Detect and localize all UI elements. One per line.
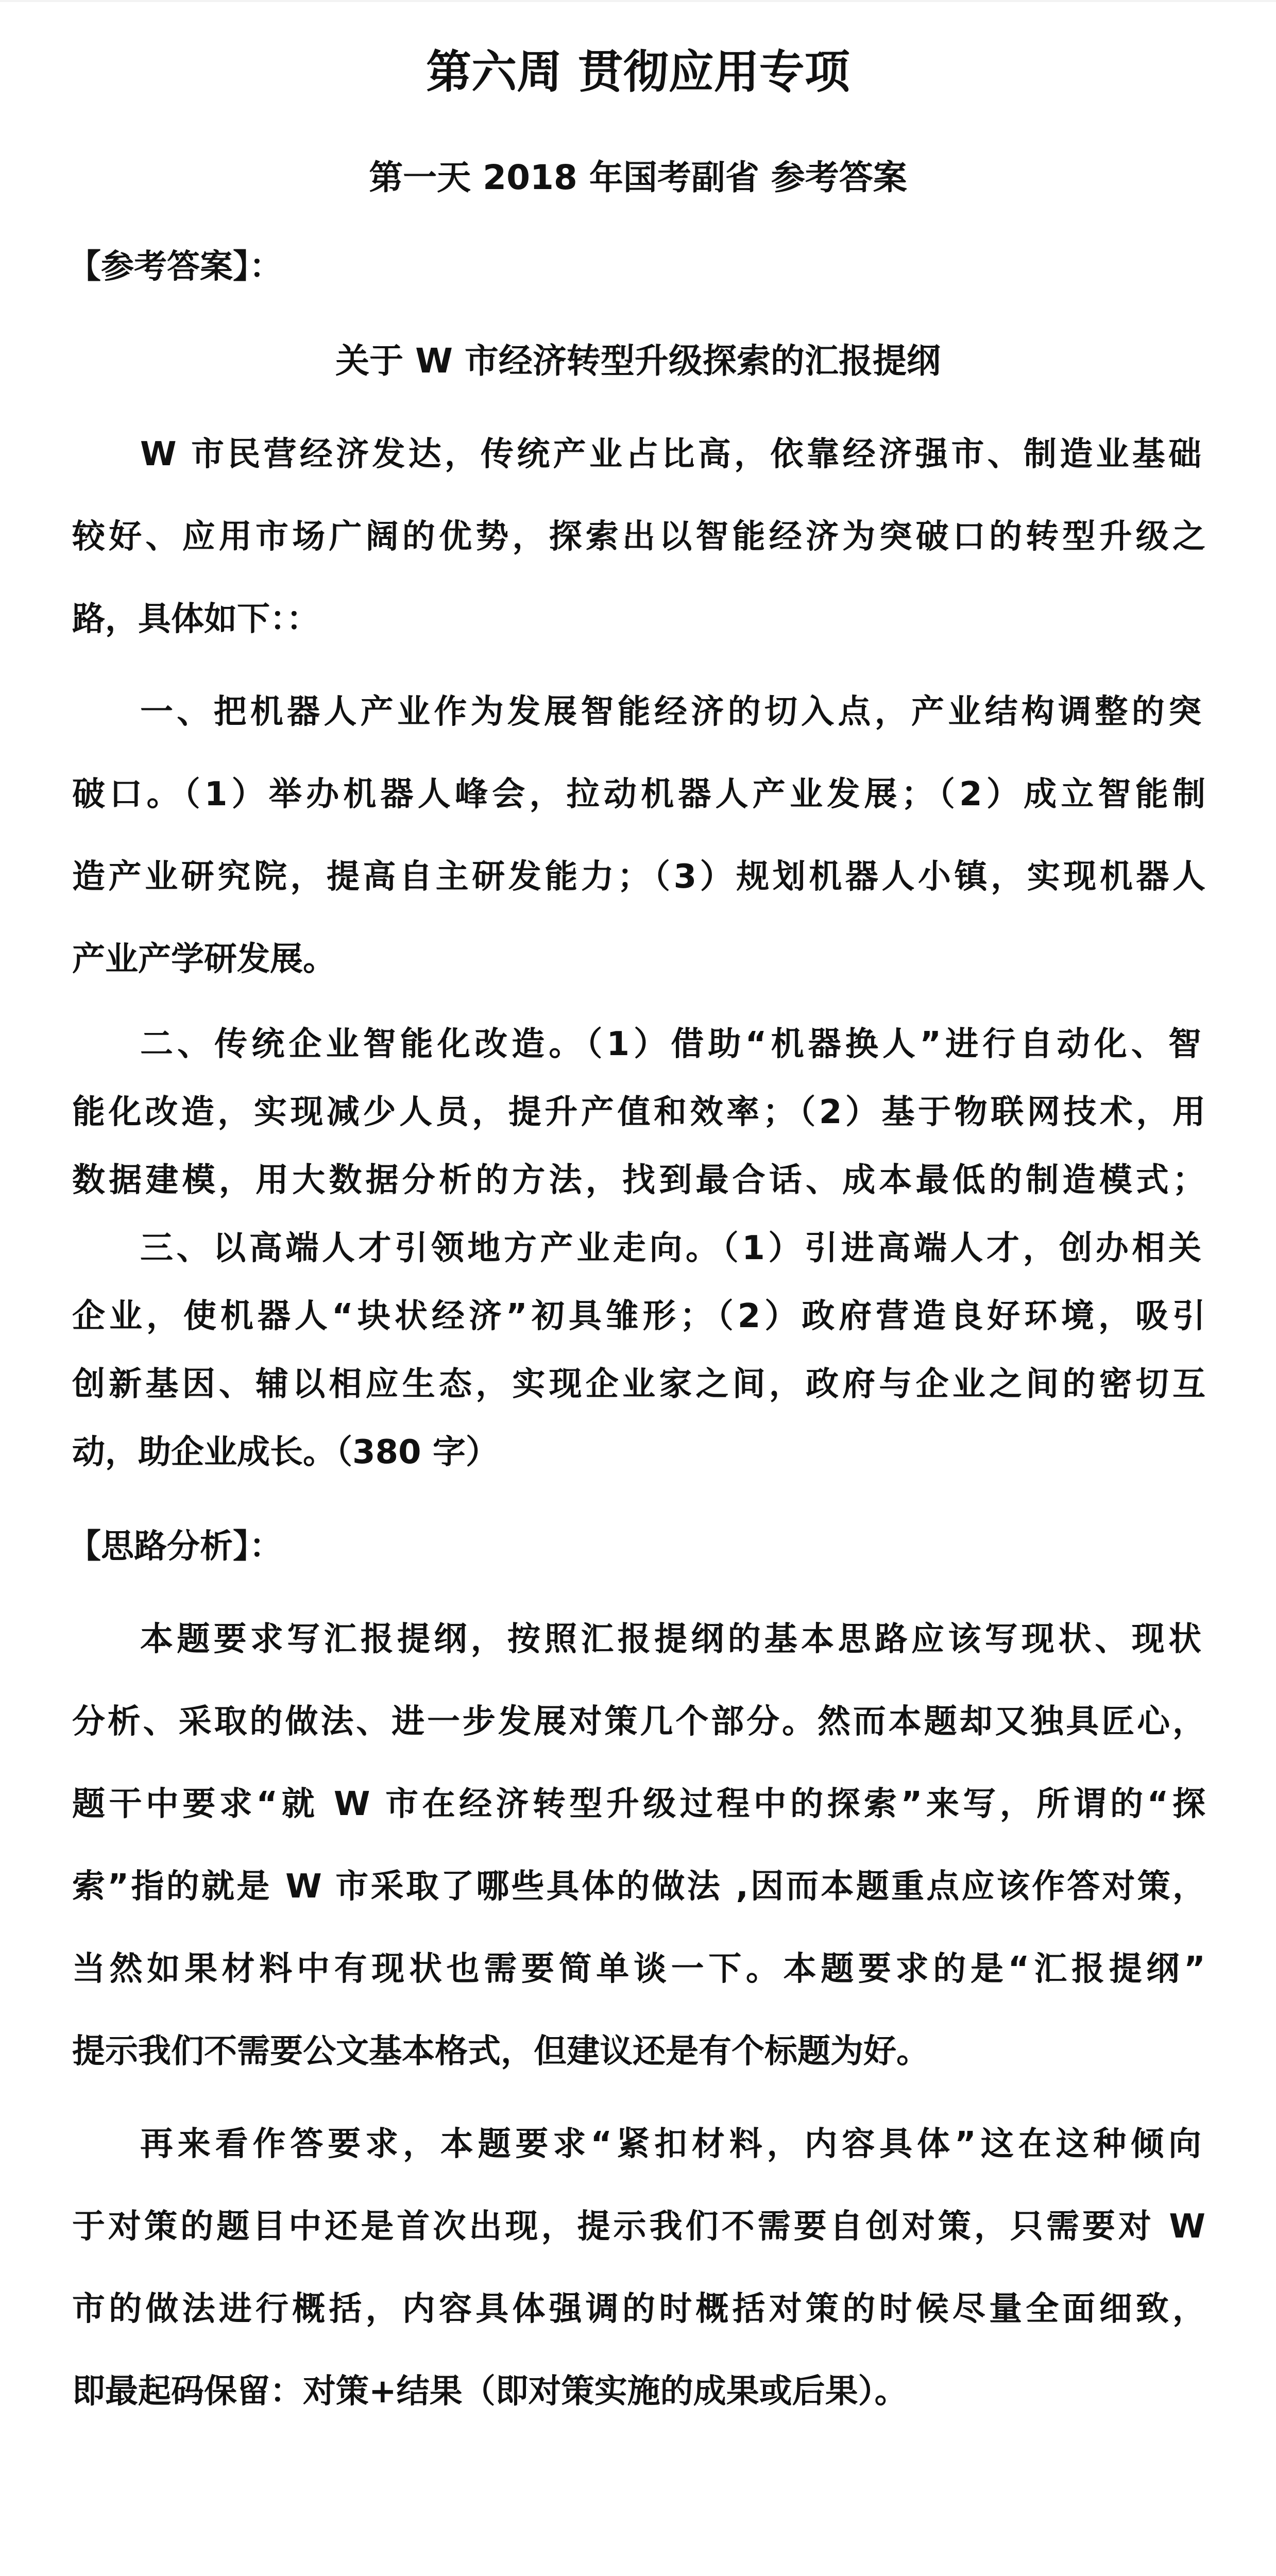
point1-line-2: 破口。（1）举办机器人峰会，拉动机器人产业发展；（2）成立智能制 (72, 775, 1205, 814)
analysis-para1-line-5: 当然如果材料中有现状也需要简单谈一下。本题要求的是“汇报提纲” (72, 1950, 1205, 1988)
intro-line-1: W 市民营经济发达，传统产业占比高，依靠经济强市、制造业基础 (140, 435, 1201, 473)
point2-line-2: 能化改造，实现减少人员，提升产值和效率；（2）基于物联网技术，用 (72, 1093, 1205, 1131)
point3-line-2: 企业，使机器人“块状经济”初具雏形；（2）政府营造良好环境，吸引 (72, 1297, 1205, 1335)
point1-line-4: 产业产学研发展。 (72, 940, 336, 978)
analysis-para1-line-4: 索”指的就是 W 市采取了哪些具体的做法 ,因而本题重点应该作答对策， (72, 1868, 1205, 1906)
analysis-para1-line-2: 分析、采取的做法、进一步发展对策几个部分。然而本题却又独具匠心， (72, 1703, 1205, 1741)
point2-line-3: 数据建模，用大数据分析的方法，找到最合话、成本最低的制造模式； (72, 1161, 1205, 1199)
answer-section-label: 【参考答案】： (68, 248, 282, 286)
intro-line-2: 较好、应用市场广阔的优势，探索出以智能经济为突破口的转型升级之 (72, 518, 1205, 556)
analysis-para1-line-6: 提示我们不需要公文基本格式，但建议还是有个标题为好。 (72, 2032, 929, 2071)
point1-line-1: 一、把机器人产业作为发展智能经济的切入点，产业结构调整的突 (140, 693, 1201, 731)
analysis-para2-line-1: 再来看作答要求，本题要求“紧扣材料，内容具体”这在这种倾向 (140, 2125, 1201, 2163)
page-title: 第六周 贯彻应用专项 (426, 45, 850, 98)
point1-line-3: 造产业研究院，提高自主研发能力；（3）规划机器人小镇，实现机器人 (72, 858, 1205, 896)
point3-line-3: 创新基因、辅以相应生态，实现企业家之间，政府与企业之间的密切互 (72, 1365, 1205, 1403)
analysis-para2-line-3: 市的做法进行概括，内容具体强调的时概括对策的时候尽量全面细致， (72, 2290, 1205, 2328)
analysis-para1-line-1: 本题要求写汇报提纲，按照汇报提纲的基本思路应该写现状、现状 (140, 1620, 1201, 1658)
point2-line-1: 二、传统企业智能化改造。（1）借助“机器换人”进行自动化、智 (140, 1025, 1201, 1063)
top-edge-divider (0, 0, 1276, 2)
intro-line-3: 路，具体如下：： (72, 600, 319, 638)
analysis-para2-line-2: 于对策的题目中还是首次出现，提示我们不需要自创对策，只需要对 W (72, 2208, 1205, 2246)
point3-line-1: 三、以高端人才引领地方产业走向。（1）引进高端人才，创办相关 (140, 1229, 1201, 1267)
analysis-para1-line-3: 题干中要求“就 W 市在经济转型升级过程中的探索”来写，所谓的“探 (72, 1785, 1205, 1823)
report-outline-title: 关于 W 市经济转型升级探索的汇报提纲 (335, 341, 941, 381)
analysis-para2-line-4: 即最起码保留：对策+结果（即对策实施的成果或后果）。 (72, 2372, 908, 2411)
point3-line-4: 动，助企业成长。（380 字） (72, 1433, 499, 1471)
analysis-section-label: 【思路分析】： (68, 1528, 282, 1566)
page-subtitle: 第一天 2018 年国考副省 参考答案 (369, 158, 907, 197)
